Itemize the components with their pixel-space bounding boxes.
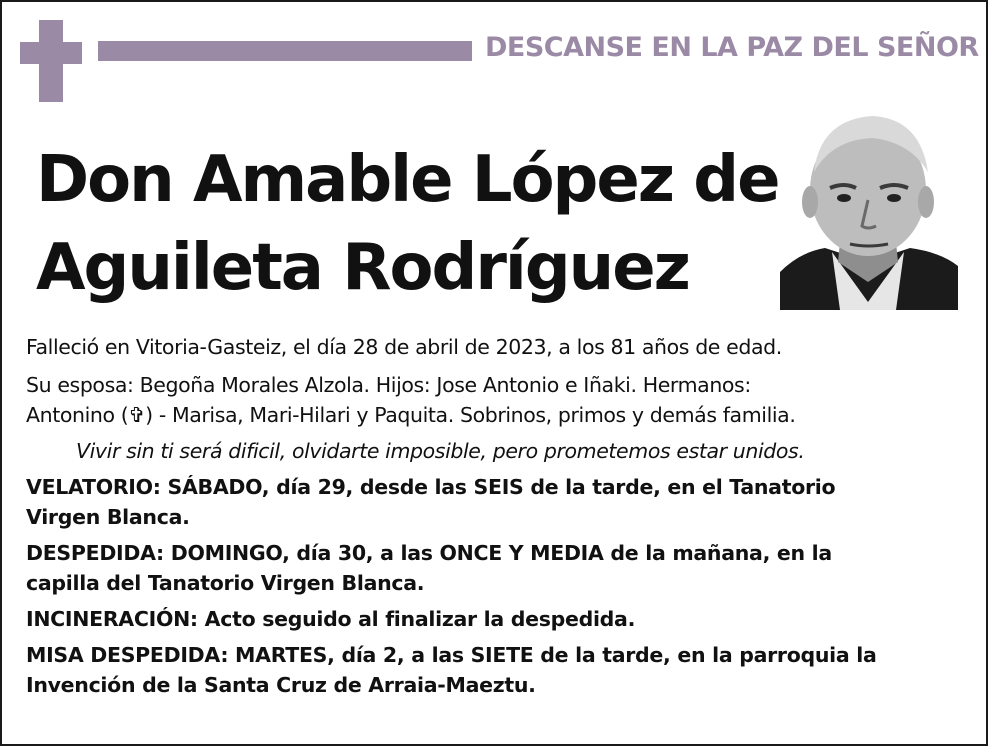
family-notice bbox=[26, 370, 966, 430]
portrait-photo-icon bbox=[780, 102, 958, 310]
cross-icon-bar bbox=[20, 42, 82, 64]
misa-line-1: MISA DESPEDIDA: MARTES, día 2, a las SIETE de la tarde, en la parroquia la bbox=[26, 643, 877, 667]
despedida-line-1: DESPEDIDA: DOMINGO, día 30, a las ONCE Y MEDIA de la mañana, en la bbox=[26, 541, 832, 565]
memorial-quote: Vivir sin ti será dificil, olvidarte imposible, pero prometemos estar unidos. bbox=[76, 439, 805, 463]
name-line-2: Aguileta Rodríguez bbox=[36, 231, 689, 305]
family-line-1: Su esposa: Begoña Morales Alzola. Hijos: Jose Antonio e Iñaki. Hermanos: bbox=[26, 373, 751, 397]
despedida-notice bbox=[26, 538, 966, 598]
portrait-photo bbox=[780, 102, 958, 310]
velatorio-line-1: VELATORIO: SÁBADO, día 29, desde las SEIS de la tarde, en el Tanatorio bbox=[26, 475, 836, 499]
incineracion-notice: INCINERACIÓN: Acto seguido al finalizar la despedida. bbox=[26, 607, 636, 631]
misa-line-2: Invención de la Santa Cruz de Arraia-Maeztu. bbox=[26, 673, 536, 697]
family-line-2: Antonino (✞) - Marisa, Mari-Hilari y Paquita. Sobrinos, primos y demás familia. bbox=[26, 403, 796, 427]
death-notice: Falleció en Vitoria-Gasteiz, el día 28 de abril de 2023, a los 81 años de edad. bbox=[26, 335, 782, 359]
obituary-body bbox=[26, 332, 966, 706]
velatorio-line-2: Virgen Blanca. bbox=[26, 505, 190, 529]
header-rule bbox=[98, 41, 472, 61]
despedida-line-2: capilla del Tanatorio Virgen Blanca. bbox=[26, 571, 425, 595]
misa-notice bbox=[26, 640, 966, 700]
deceased-name bbox=[36, 136, 779, 312]
name-line-1: Don Amable López de bbox=[36, 143, 779, 217]
velatorio-notice bbox=[26, 472, 966, 532]
header-title: DESCANSE EN LA PAZ DEL SEÑOR bbox=[485, 32, 979, 63]
